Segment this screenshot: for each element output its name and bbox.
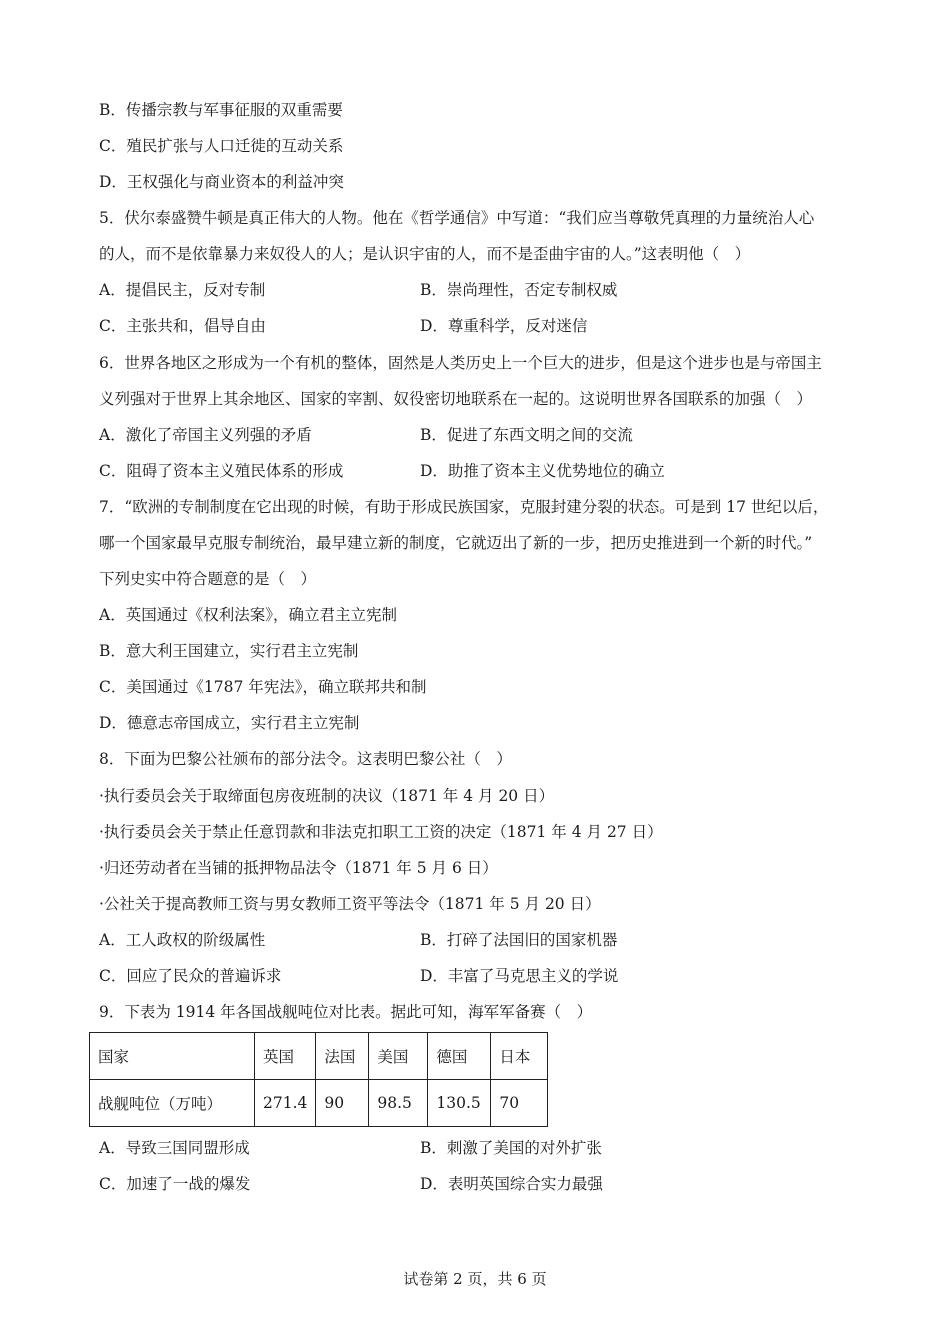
q8-option-c: C．回应了民众的普遍诉求 xyxy=(99,967,282,985)
q8-item: ·归还劳动者在当铺的抵押物品法令（1871 年 5 月 6 日） xyxy=(99,859,498,877)
q4-option-d: D．王权强化与商业资本的利益冲突 xyxy=(99,173,344,191)
table-cell: 90 xyxy=(316,1080,369,1127)
table-cell: 国家 xyxy=(90,1033,255,1080)
q8-option-b: B．打碎了法国旧的国家机器 xyxy=(420,931,618,949)
table-cell: 98.5 xyxy=(369,1080,428,1127)
table-header-row xyxy=(90,1033,548,1080)
q5-option-c: C．主张共和，倡导自由 xyxy=(99,317,266,335)
q8-item: ·公社关于提高教师工资与男女教师工资平等法令（1871 年 5 月 20 日） xyxy=(99,895,601,913)
q7-option-d: D．德意志帝国成立，实行君主立宪制 xyxy=(99,714,360,732)
q9-option-b: B．刺激了美国的对外扩张 xyxy=(420,1139,602,1157)
table-row xyxy=(90,1080,548,1127)
q4-option-c: C．殖民扩张与人口迁徙的互动关系 xyxy=(99,137,344,155)
q7-option-c: C．美国通过《1787 年宪法》，确立联邦共和制 xyxy=(99,678,427,696)
q5-option-a: A．提倡民主，反对专制 xyxy=(99,281,266,299)
q6-option-d: D．助推了资本主义优势地位的确立 xyxy=(420,462,665,480)
q6-option-a: A．激化了帝国主义列强的矛盾 xyxy=(99,426,312,444)
q7-option-b: B．意大利王国建立，实行君主立宪制 xyxy=(99,642,359,660)
table-cell: 日本 xyxy=(491,1033,548,1080)
q5-option-d: D．尊重科学，反对迷信 xyxy=(420,317,588,335)
q9-option-a: A．导致三国同盟形成 xyxy=(99,1139,250,1157)
q8-option-a: A．工人政权的阶级属性 xyxy=(99,931,266,949)
table-cell: 美国 xyxy=(369,1033,428,1080)
tonnage-table xyxy=(89,1032,548,1127)
table-cell: 70 xyxy=(491,1080,548,1127)
q4-option-b: B．传播宗教与军事征服的双重需要 xyxy=(99,101,343,119)
q5-option-b: B．崇尚理性，否定专制权威 xyxy=(420,281,618,299)
q7-stem-line2: 哪一个国家最早克服专制统治，最早建立新的制度，它就迈出了新的一步，把历史推进到一个新的时代。” xyxy=(99,534,813,552)
q6-option-c: C．阻碍了资本主义殖民体系的形成 xyxy=(99,462,344,480)
q5-stem-line2: 的人，而不是依靠暴力来奴役人的人；是认识宇宙的人，而不是歪曲宇宙的人。”这表明他（ ） xyxy=(99,245,751,263)
table-cell: 法国 xyxy=(316,1033,369,1080)
q9-stem: 9．下表为 1914 年各国战舰吨位对比表。据此可知，海军军备赛（ ） xyxy=(99,1003,593,1021)
q8-option-d: D．丰富了马克思主义的学说 xyxy=(420,967,619,985)
table-cell: 战舰吨位（万吨） xyxy=(90,1080,255,1127)
q5-stem-line1: 5．伏尔泰盛赞牛顿是真正伟大的人物。他在《哲学通信》中写道：“我们应当尊敬凭真理的力量统治人心 xyxy=(99,209,815,227)
table-cell: 英国 xyxy=(255,1033,316,1080)
page-footer: 试卷第 2 页，共 6 页 xyxy=(403,1270,547,1288)
q8-stem: 8．下面为巴黎公社颁布的部分法令。这表明巴黎公社（ ） xyxy=(99,750,512,768)
q6-stem-line1: 6．世界各地区之形成为一个有机的整体，固然是人类历史上一个巨大的进步，但是这个进步也是与帝国主 xyxy=(99,354,822,372)
q6-option-b: B．促进了东西文明之间的交流 xyxy=(420,426,633,444)
q7-option-a: A．英国通过《权利法案》，确立君主立宪制 xyxy=(99,606,397,624)
q9-option-d: D．表明英国综合实力最强 xyxy=(420,1175,603,1193)
q8-item: ·执行委员会关于禁止任意罚款和非法克扣职工工资的决定（1871 年 4 月 27 日） xyxy=(99,823,663,841)
q7-stem-line1: 7．“欧洲的专制制度在它出现的时候，有助于形成民族国家，克服封建分裂的状态。可是到 17 世纪以后， xyxy=(99,498,829,516)
q8-item: ·执行委员会关于取缔面包房夜班制的决议（1871 年 4 月 20 日） xyxy=(99,787,555,805)
q7-stem-line3: 下列史实中符合题意的是（ ） xyxy=(99,570,317,588)
table-cell: 130.5 xyxy=(428,1080,491,1127)
table-cell: 271.4 xyxy=(255,1080,316,1127)
q9-option-c: C．加速了一战的爆发 xyxy=(99,1175,251,1193)
table-cell: 德国 xyxy=(428,1033,491,1080)
q6-stem-line2: 义列强对于世界上其余地区、国家的宰割、奴役密切地联系在一起的。这说明世界各国联系的加强（ ） xyxy=(99,390,813,408)
